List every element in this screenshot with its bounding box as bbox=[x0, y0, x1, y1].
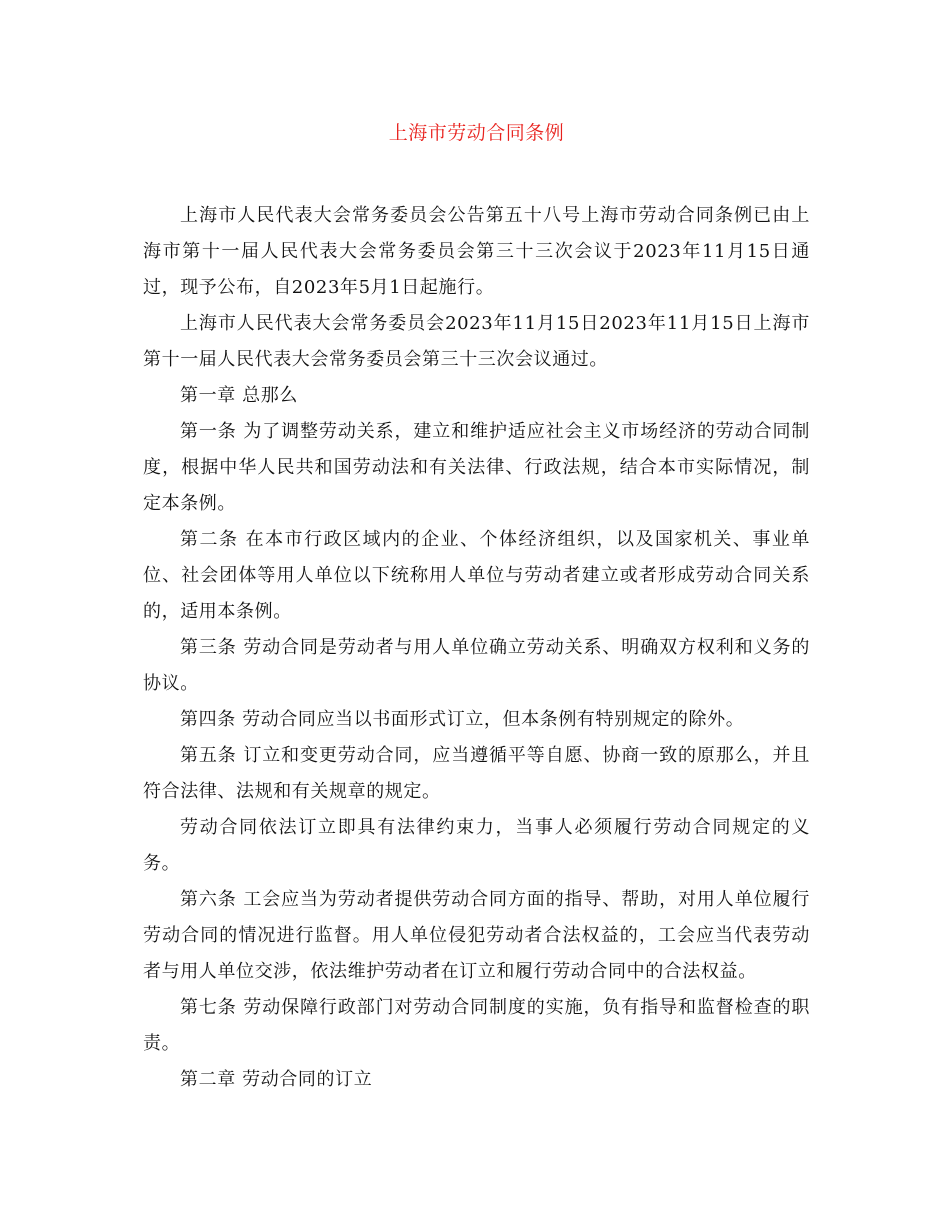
article-paragraph: 第二条 在本市行政区域内的企业、个体经济组织，以及国家机关、事业单位、社会团体等用人单位以下统称用人单位与劳动者建立或者形成劳动合同关系的，适用本条例。 bbox=[143, 529, 810, 622]
paragraph-adoption-note: 上海市人民代表大会常务委员会2023年11月15日2023年11月15日上海市第十一届人民代表大会常务委员会第三十三次会议通过。 bbox=[143, 313, 810, 370]
chapter-heading: 第一章 总那么 bbox=[180, 385, 298, 406]
article-paragraph: 第四条 劳动合同应当以书面形式订立，但本条例有特别规定的除外。 bbox=[180, 709, 745, 730]
article-paragraph: 第七条 劳动保障行政部门对劳动合同制度的实施，负有指导和监督检查的职责。 bbox=[143, 997, 810, 1054]
article-paragraph: 第五条 订立和变更劳动合同，应当遵循平等自愿、协商一致的原那么，并且符合法律、法规和有关规章的规定。 bbox=[143, 745, 810, 802]
paragraph-announcement: 上海市人民代表大会常务委员会公告第五十八号上海市劳动合同条例已由上海市第十一届人民代表大会常务委员会第三十三次会议于2023年11月15日通过，现予公布，自2023年5月1日起施行。 bbox=[143, 205, 810, 298]
article-paragraph: 第三条 劳动合同是劳动者与用人单位确立劳动关系、明确双方权利和义务的协议。 bbox=[143, 637, 810, 694]
chapter-heading: 第二章 劳动合同的订立 bbox=[180, 1069, 373, 1090]
article-paragraph: 第六条 工会应当为劳动者提供劳动合同方面的指导、帮助，对用人单位履行劳动合同的情况进行监督。用人单位侵犯劳动者合法权益的，工会应当代表劳动者与用人单位交涉，依法维护劳动者在订立和履行劳动合同中的合法权益。 bbox=[143, 889, 810, 982]
article-paragraph: 第一条 为了调整劳动关系，建立和维护适应社会主义市场经济的劳动合同制度，根据中华人民共和国劳动法和有关法律、行政法规，结合本市实际情况，制定本条例。 bbox=[143, 421, 810, 514]
article-paragraph: 劳动合同依法订立即具有法律约束力，当事人必须履行劳动合同规定的义务。 bbox=[143, 817, 810, 874]
document-title: 上海市劳动合同条例 bbox=[388, 122, 565, 144]
